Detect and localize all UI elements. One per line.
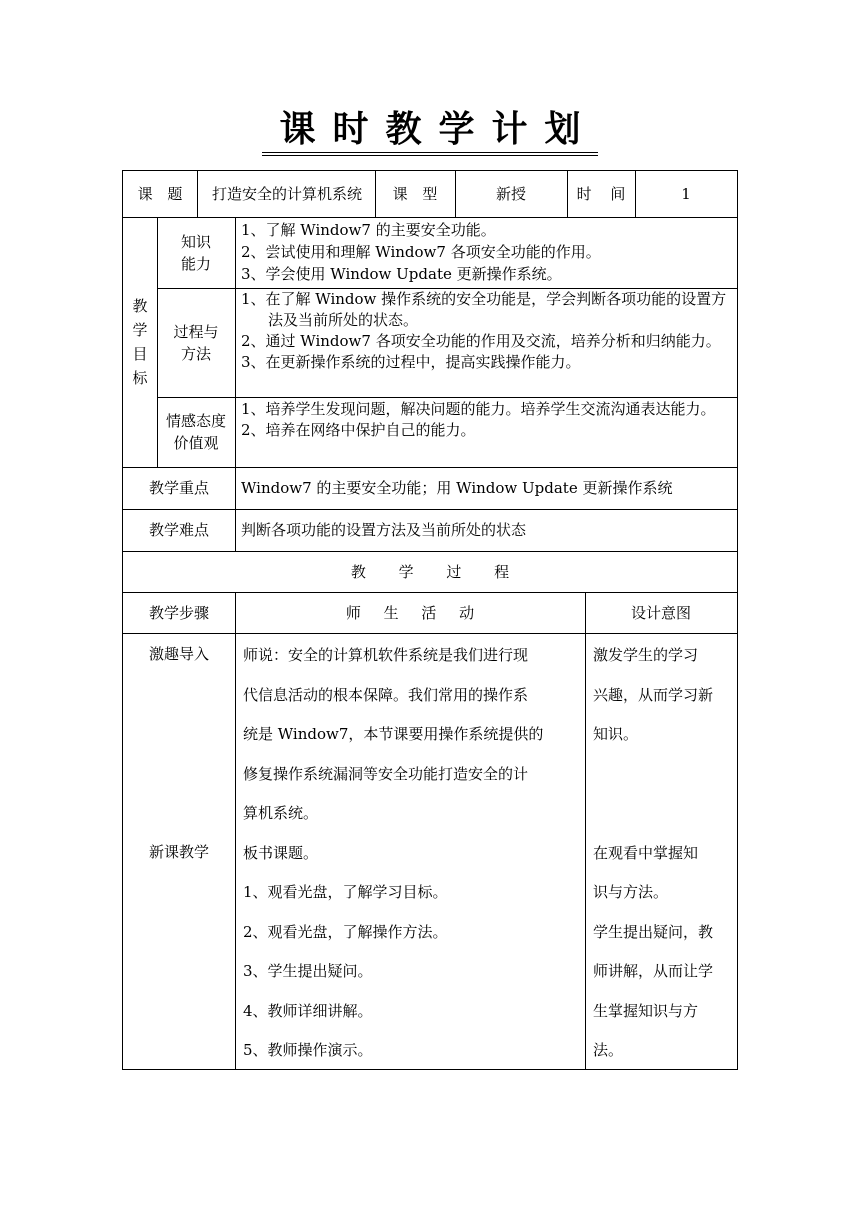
page-title <box>0 106 860 156</box>
intent-line: 知识。 <box>593 725 639 743</box>
page-title-text: 课时教学计划 <box>262 106 597 156</box>
type-label <box>375 171 455 217</box>
key-point-value <box>241 467 733 509</box>
activity-line: 板书课题。 <box>243 843 319 862</box>
col-intent-header <box>585 592 737 633</box>
difficulty-label <box>123 509 235 551</box>
process-line: 2、通过 Window7 各项安全功能的作用及交流，培养分析和归纳能力。 <box>241 332 721 350</box>
intent-line: 在观看中掌握知 <box>593 843 699 862</box>
knowledge-content <box>241 219 733 285</box>
step-item-text: 激趣导入 <box>148 645 209 663</box>
row-divider <box>123 633 737 634</box>
activity-line: 修复操作系统漏洞等安全功能打造安全的计 <box>243 764 529 783</box>
type-label-text: 课 型 <box>392 185 438 203</box>
emotion-line: 1、培养学生发现问题，解决问题的能力。培养学生交流沟通表达能力。 <box>241 400 716 418</box>
topic-value <box>203 171 371 217</box>
col-intent-header-text: 设计意图 <box>630 603 691 622</box>
activity-line: 5、教师操作演示。 <box>243 1041 373 1059</box>
intent-line: 识与方法。 <box>593 883 669 901</box>
row-divider <box>157 397 737 398</box>
process-content <box>241 289 733 373</box>
lesson-plan-table <box>122 170 738 1070</box>
objectives-group-label <box>129 217 151 467</box>
time-value <box>635 171 737 217</box>
process-line: 3、在更新操作系统的过程中，提高实践操作能力。 <box>241 353 581 371</box>
activity-line: 3、学生提出疑问。 <box>243 962 373 980</box>
activity-content <box>243 636 579 1071</box>
knowledge-label-text: 知识能力 <box>180 232 211 273</box>
emotion-content <box>241 399 733 441</box>
intent-line: 激发学生的学习 <box>593 646 699 664</box>
topic-label-text: 课 题 <box>137 185 183 203</box>
col-step-header <box>123 592 235 633</box>
process-label-text: 过程与方法 <box>173 322 219 363</box>
type-value <box>455 171 567 217</box>
col-activity-header <box>235 592 585 633</box>
intent-line: 法。 <box>593 1041 624 1059</box>
key-point-label <box>123 467 235 509</box>
col-step-header-text: 教学步骤 <box>148 603 209 622</box>
time-label <box>567 171 635 217</box>
activity-line: 代信息活动的根本保障。我们常用的操作系 <box>243 685 529 704</box>
time-label-text: 时 间 <box>576 185 626 203</box>
activity-line: 2、观看光盘，了解操作方法。 <box>243 922 448 941</box>
activity-line: 算机系统。 <box>243 804 319 822</box>
process-heading <box>123 551 737 592</box>
col-divider <box>197 171 198 217</box>
activity-line: 统是 Window7，本节课要用操作系统提供的 <box>243 725 544 743</box>
key-point-value-text: Window7 的主要安全功能；用 Window Update 更新操作系统 <box>241 479 673 497</box>
knowledge-line: 1、了解 Window7 的主要安全功能。 <box>241 221 496 239</box>
type-value-text: 新授 <box>495 185 526 203</box>
col-activity-header-text: 师 生 活 动 <box>345 603 475 622</box>
emotion-line: 2、培养在网络中保护自己的能力。 <box>241 421 476 439</box>
step-item <box>123 842 235 862</box>
activity-line: 4、教师详细讲解。 <box>243 1001 373 1020</box>
col-divider <box>235 592 236 1069</box>
emotion-label-text: 情感态度价值观 <box>165 412 226 452</box>
col-divider <box>157 217 158 467</box>
intent-line: 师讲解，从而让学 <box>593 962 714 980</box>
step-item <box>123 644 235 664</box>
intent-line: 生掌握知识与方 <box>593 1001 699 1020</box>
knowledge-line: 3、学会使用 Window Update 更新操作系统。 <box>241 265 562 283</box>
col-divider <box>235 217 236 551</box>
difficulty-label-text: 教学难点 <box>148 521 209 539</box>
activity-line: 师说：安全的计算机软件系统是我们进行现 <box>243 646 529 664</box>
process-line: 1、在了解 Window 操作系统的安全功能是，学会判断各项功能的设置方法及当前所处的状态。 <box>241 290 727 329</box>
intent-line <box>593 755 733 795</box>
process-heading-text: 教 学 过 程 <box>350 562 510 581</box>
intent-line: 学生提出疑问，教 <box>593 922 714 941</box>
intent-line: 兴趣，从而学习新 <box>593 685 714 704</box>
key-point-label-text: 教学重点 <box>148 479 209 497</box>
intent-line <box>593 794 733 834</box>
objectives-group-label-text: 教学目标 <box>132 297 148 387</box>
intent-content <box>593 636 733 1071</box>
knowledge-label <box>175 217 217 288</box>
time-value-text: 1 <box>681 185 691 203</box>
activity-line: 1、观看光盘，了解学习目标。 <box>243 883 448 901</box>
emotion-label <box>163 397 229 467</box>
col-divider <box>585 592 586 1069</box>
knowledge-line: 2、尝试使用和理解 Window7 各项安全功能的作用。 <box>241 243 601 261</box>
step-item-text: 新课教学 <box>148 843 209 861</box>
difficulty-value <box>241 509 733 551</box>
difficulty-value-text: 判断各项功能的设置方法及当前所处的状态 <box>241 521 527 539</box>
process-label <box>173 288 219 397</box>
topic-label <box>123 171 197 217</box>
topic-value-text: 打造安全的计算机系统 <box>211 185 362 203</box>
